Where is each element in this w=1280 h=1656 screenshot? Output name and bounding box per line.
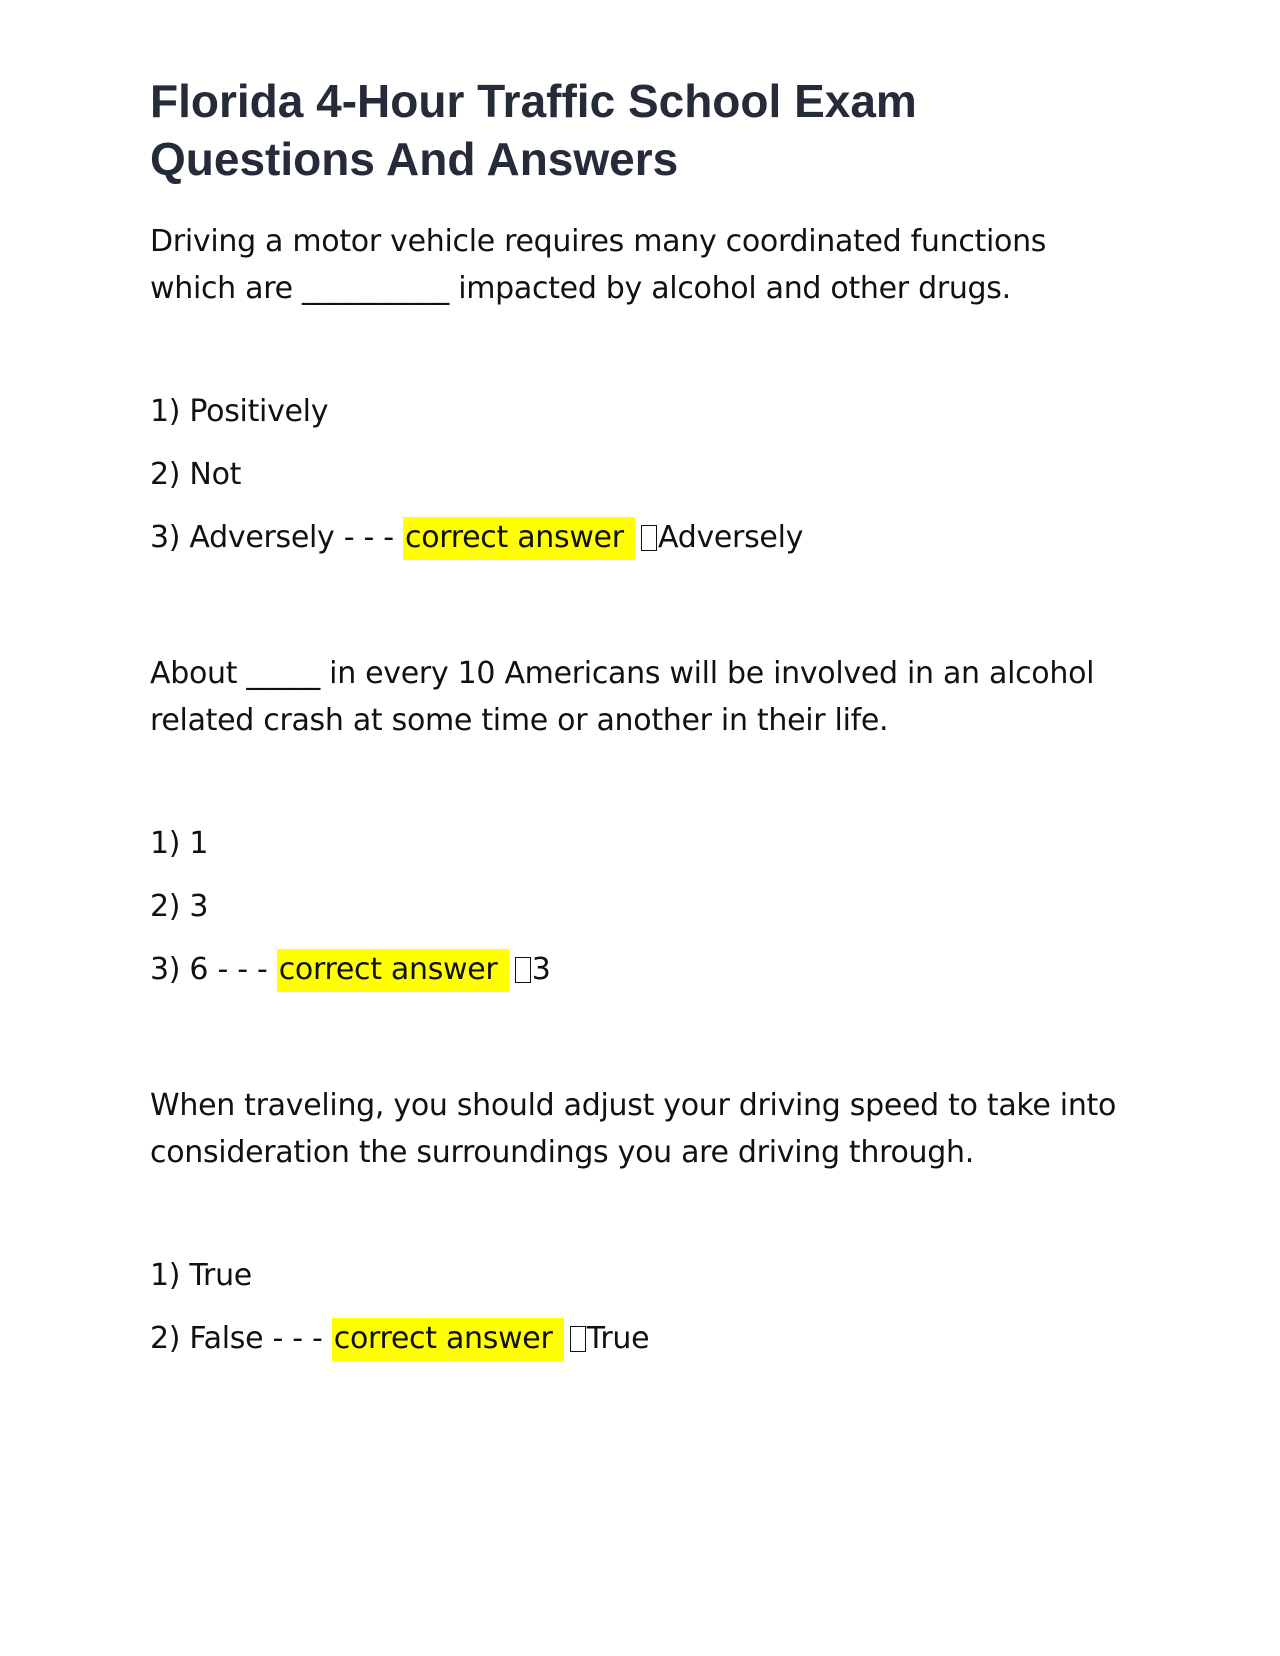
answer-option xyxy=(150,1255,1130,1318)
answer-option xyxy=(150,886,1130,949)
option-text: 1) Positively xyxy=(150,394,329,429)
question-block-2 xyxy=(150,650,1130,1012)
option-text: 1) 1 xyxy=(150,826,209,861)
correct-answer-highlight: correct answer xyxy=(403,517,635,560)
option-text: 1) True xyxy=(150,1258,252,1293)
option-text: 3) 6 - - - xyxy=(150,952,277,987)
correct-answer-value: True xyxy=(586,1321,650,1356)
option-text: 2) False - - - xyxy=(150,1321,332,1356)
answer-option xyxy=(150,391,1130,454)
question-text: About _____ in every 10 Americans will be involved in an alcohol related crash at some time or another in their life. xyxy=(150,656,1095,738)
missing-glyph-box-icon xyxy=(641,525,657,551)
missing-glyph-box-icon xyxy=(515,957,531,983)
question-text: When traveling, you should adjust your driving speed to take into consideration the surroundings you are driving through. xyxy=(150,1088,1117,1170)
option-text: 2) 3 xyxy=(150,889,209,924)
answer-option xyxy=(150,454,1130,517)
option-text: 3) Adversely - - - xyxy=(150,520,404,555)
answer-option xyxy=(150,823,1130,886)
correct-answer-highlight: correct answer xyxy=(277,949,509,992)
missing-glyph-box-icon xyxy=(570,1326,586,1352)
correct-answer-value: Adversely xyxy=(658,520,804,555)
page-title: Florida 4-Hour Traffic School Exam Questions And Answers xyxy=(150,75,917,185)
answer-option-correct xyxy=(150,517,1130,580)
answer-option-correct xyxy=(150,949,1130,1012)
question-block-1 xyxy=(150,218,1130,580)
question-block-3 xyxy=(150,1082,1130,1381)
document-page xyxy=(150,72,1130,1451)
answer-option-correct xyxy=(150,1318,1130,1381)
correct-answer-value: 3 xyxy=(531,952,551,987)
correct-answer-highlight: correct answer xyxy=(332,1318,564,1361)
option-text: 2) Not xyxy=(150,457,242,492)
question-text: Driving a motor vehicle requires many coordinated functions which are __________ impacted by alcohol and other drugs. xyxy=(150,224,1047,306)
